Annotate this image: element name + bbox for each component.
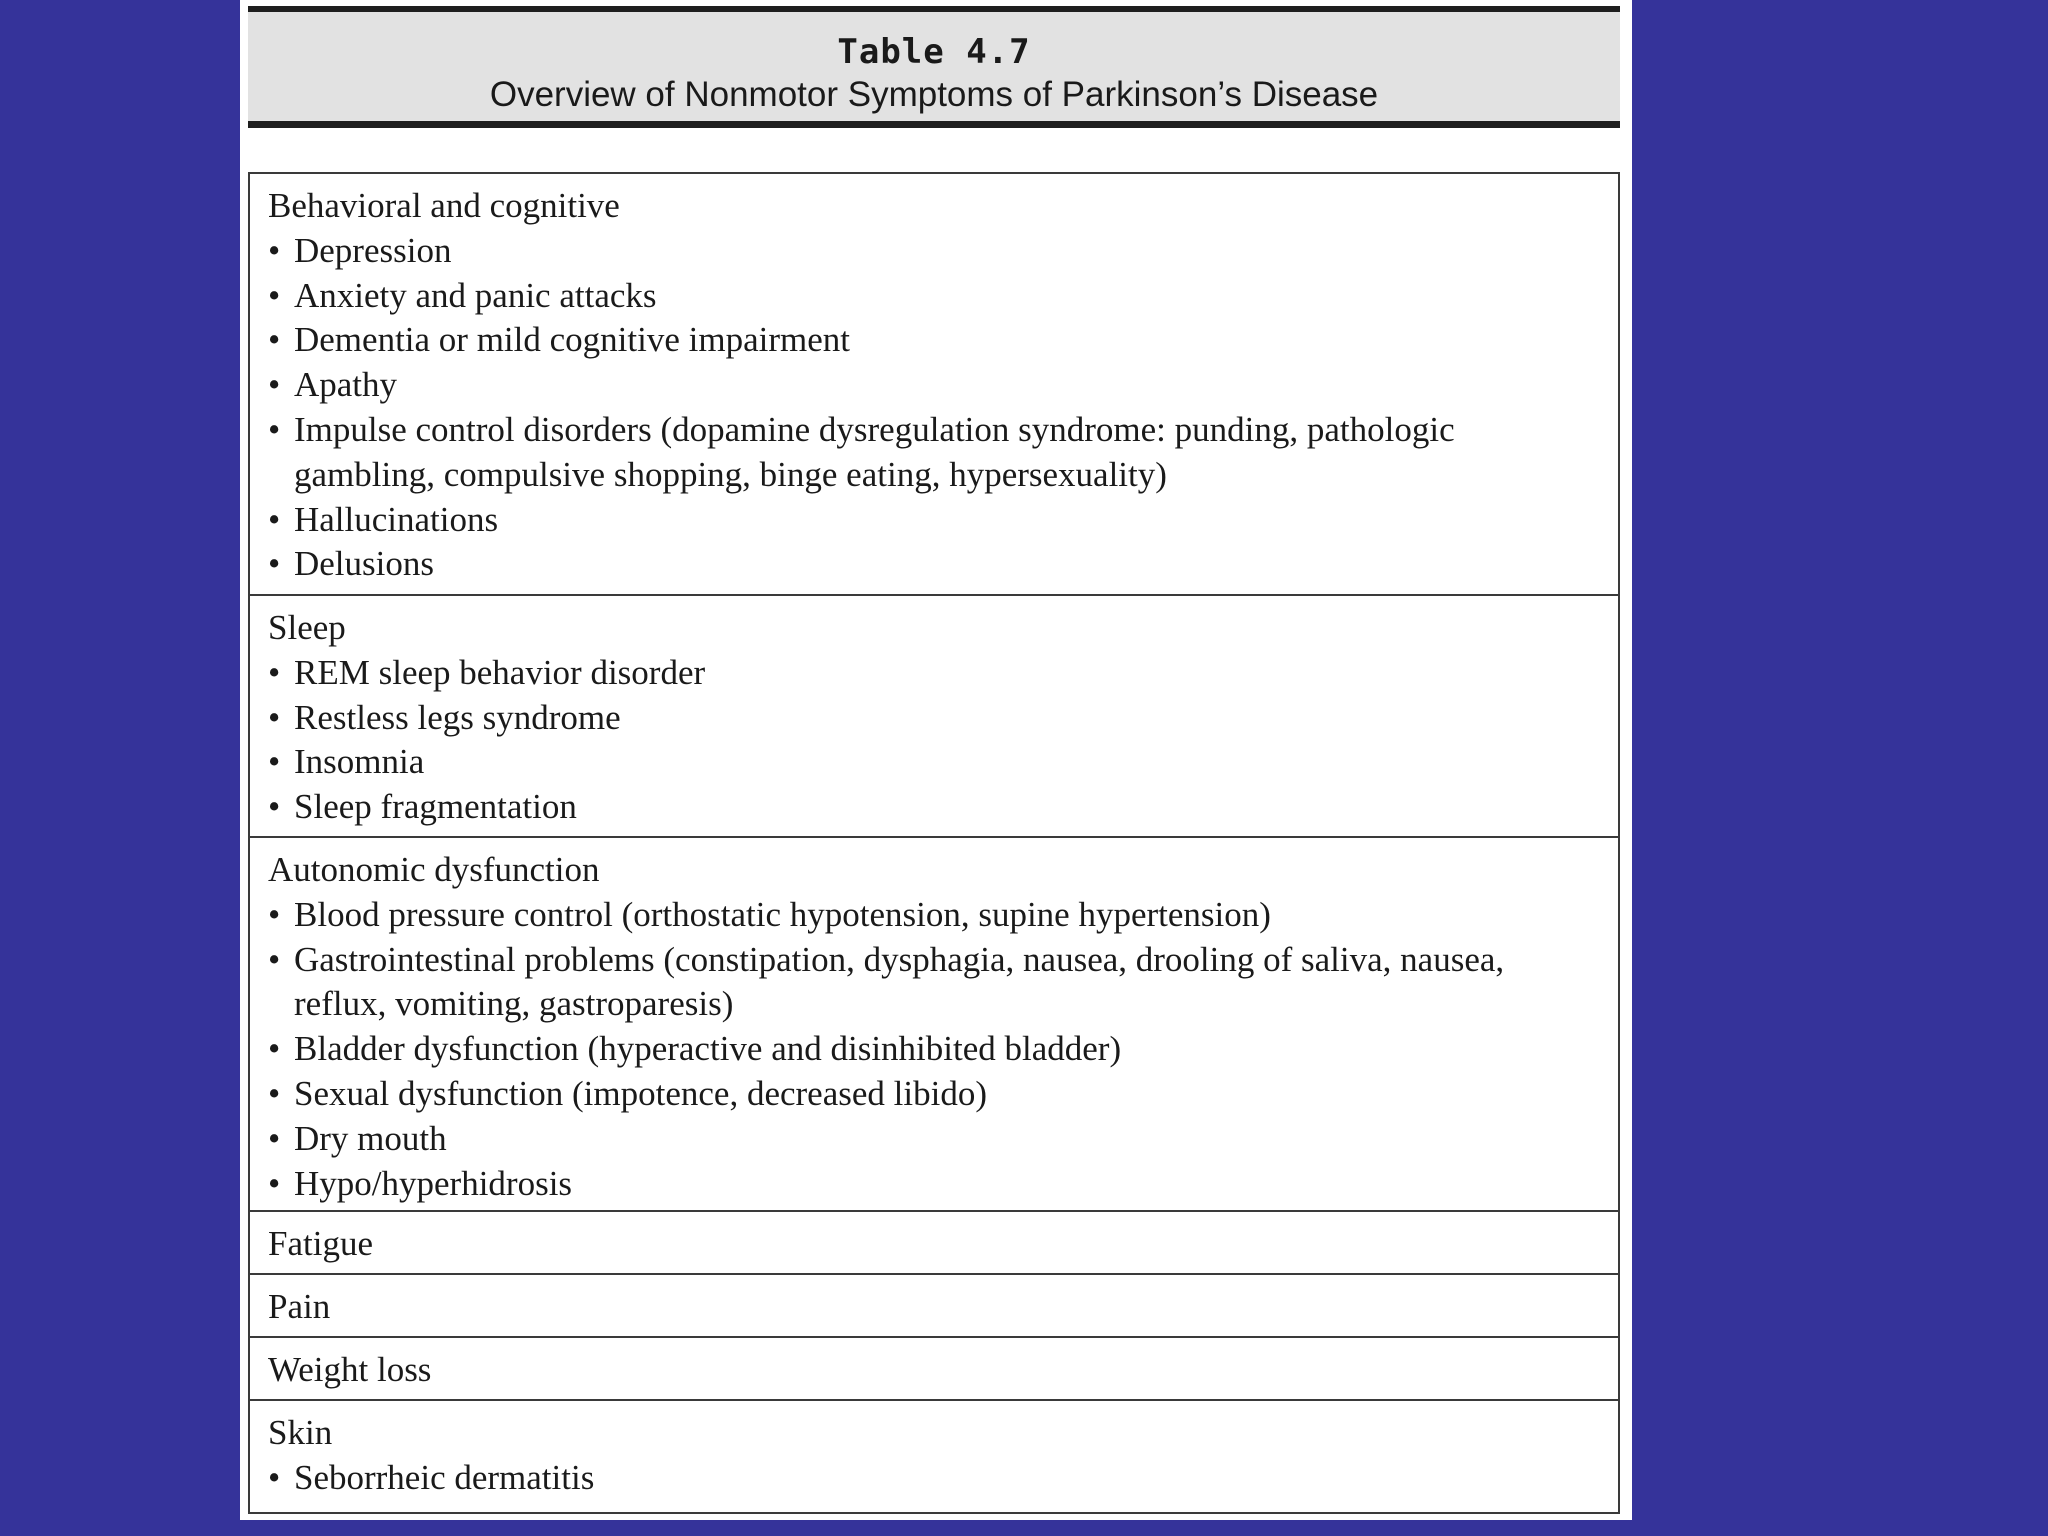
list-item-text: Insomnia	[294, 742, 425, 782]
table-header	[248, 6, 1620, 128]
section-heading: Autonomic dysfunction	[268, 850, 600, 889]
list-item-text: REM sleep behavior disorder	[294, 652, 706, 692]
list-item-text: Apathy	[294, 365, 398, 405]
bullet-icon: •	[268, 894, 281, 934]
list-item	[268, 740, 1600, 785]
section-behavioral-cognitive	[250, 174, 1618, 596]
bullet-icon: •	[268, 320, 281, 360]
list-item-text: Hypo/hyperhidrosis	[294, 1163, 573, 1203]
section-pain	[250, 1275, 1618, 1338]
list-item-text: Depression	[294, 230, 452, 270]
list-item-text: Delusions	[294, 544, 434, 584]
bullet-icon: •	[268, 409, 281, 449]
list-item	[268, 229, 1600, 274]
bullet-icon: •	[268, 275, 281, 315]
bullet-icon: •	[268, 939, 281, 979]
list-item-text: Blood pressure control (orthostatic hypotension, supine hypertension)	[294, 894, 1271, 934]
list-item	[268, 318, 1600, 363]
list-item	[268, 893, 1600, 938]
list-item-text: Anxiety and panic attacks	[294, 275, 657, 315]
symptoms-table	[248, 172, 1620, 1514]
list-item-text: Dry mouth	[294, 1118, 447, 1158]
list-item	[268, 1456, 1600, 1501]
bullet-icon: •	[268, 230, 281, 270]
list-item	[268, 1027, 1600, 1072]
list-item	[268, 938, 1600, 1028]
list-item	[268, 1162, 1600, 1207]
list-item-text: Impulse control disorders (dopamine dysregulation syndrome: punding, pathologic gambling, compulsive shopping, binge eating, hypersexuality)	[294, 409, 1455, 494]
list-item	[268, 274, 1600, 319]
list-item-text: Bladder dysfunction (hyperactive and disinhibited bladder)	[294, 1029, 1122, 1069]
section-fatigue	[250, 1212, 1618, 1275]
bullet-icon: •	[268, 1029, 281, 1069]
section-heading: Weight loss	[268, 1350, 432, 1389]
list-item	[268, 651, 1600, 696]
list-item	[268, 785, 1600, 830]
bullet-icon: •	[268, 544, 281, 584]
list-item	[268, 498, 1600, 543]
list-item	[268, 363, 1600, 408]
bullet-icon: •	[268, 1457, 281, 1497]
bullet-icon: •	[268, 742, 281, 782]
list-item-text: Restless legs syndrome	[294, 697, 621, 737]
list-item-text: Hallucinations	[294, 499, 499, 539]
list-item	[268, 696, 1600, 741]
bullet-icon: •	[268, 652, 281, 692]
section-skin	[250, 1401, 1618, 1512]
section-heading: Behavioral and cognitive	[268, 186, 620, 225]
table-title: Overview of Nonmotor Symptoms of Parkinson’s Disease	[489, 75, 1379, 114]
bullet-icon: •	[268, 499, 281, 539]
table-label: Table 4.7	[837, 32, 1031, 72]
section-weight-loss	[250, 1338, 1618, 1401]
bullet-icon: •	[268, 1118, 281, 1158]
section-autonomic-dysfunction	[250, 838, 1618, 1212]
list-item-text: Dementia or mild cognitive impairment	[294, 320, 850, 360]
list-item	[268, 408, 1600, 498]
section-heading: Sleep	[268, 608, 346, 647]
list-item-text: Seborrheic dermatitis	[294, 1457, 595, 1497]
bullet-icon: •	[268, 1073, 281, 1113]
section-heading: Fatigue	[268, 1224, 373, 1263]
bullet-icon: •	[268, 697, 281, 737]
document-page	[240, 0, 1632, 1520]
list-item-text: Sleep fragmentation	[294, 787, 577, 827]
section-sleep	[250, 596, 1618, 838]
list-item	[268, 1072, 1600, 1117]
bullet-icon: •	[268, 787, 281, 827]
list-item-text: Gastrointestinal problems (constipation, dysphagia, nausea, drooling of saliva, nausea, reflux, vomiting, gastroparesis)	[294, 939, 1505, 1024]
section-heading: Skin	[268, 1413, 333, 1452]
bullet-icon: •	[268, 365, 281, 405]
list-item-text: Sexual dysfunction (impotence, decreased libido)	[294, 1073, 987, 1113]
bullet-icon: •	[268, 1163, 281, 1203]
section-heading: Pain	[268, 1287, 331, 1326]
list-item	[268, 542, 1600, 587]
list-item	[268, 1117, 1600, 1162]
